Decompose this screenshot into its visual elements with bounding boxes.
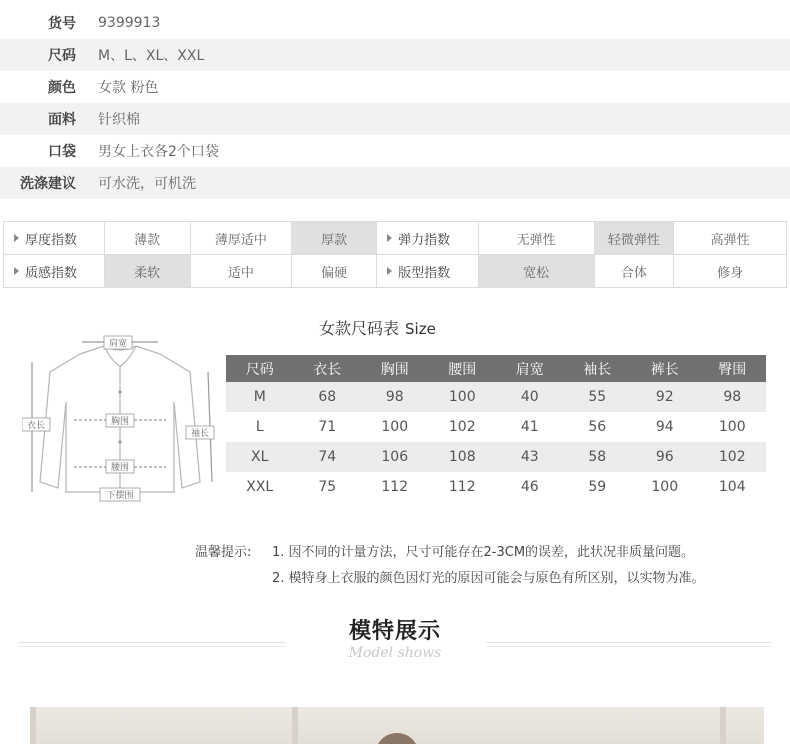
index-cell-text: 质感指数 bbox=[25, 265, 78, 281]
index-category bbox=[4, 255, 105, 288]
index-cell-text: 厚度指数 bbox=[25, 232, 78, 248]
index-cell-text: 版型指数 bbox=[398, 265, 451, 281]
index-option-selected bbox=[595, 222, 675, 255]
label-shoulder: 肩宽 bbox=[108, 339, 128, 349]
index-category bbox=[377, 222, 479, 255]
index-option-selected bbox=[292, 222, 377, 255]
model-photo bbox=[30, 707, 764, 744]
size-chart-cell: 100 bbox=[718, 419, 746, 435]
triangle-bullet-icon bbox=[387, 267, 392, 275]
size-chart-header-cell: 尺码 bbox=[226, 355, 294, 382]
size-chart-header-cell: 肩宽 bbox=[496, 355, 564, 382]
triangle-bullet-icon bbox=[14, 234, 19, 242]
info-label: 口袋 bbox=[48, 144, 76, 160]
size-chart-cell: XL bbox=[226, 442, 294, 472]
index-cell-text: 柔软 bbox=[134, 265, 161, 281]
triangle-bullet-icon bbox=[387, 234, 392, 242]
index-cell-text: 薄款 bbox=[134, 232, 161, 248]
size-chart-cell: 102 bbox=[448, 419, 476, 435]
size-chart-row bbox=[226, 382, 766, 412]
index-row bbox=[4, 222, 787, 255]
info-row-washing bbox=[0, 167, 790, 199]
index-cell-text: 轻微弹性 bbox=[607, 232, 660, 248]
index-option-selected bbox=[479, 255, 595, 288]
size-chart-header-cell: 胸围 bbox=[361, 355, 429, 382]
photo-post bbox=[292, 707, 298, 744]
size-chart-header-cell: 臀围 bbox=[699, 355, 767, 382]
product-info-table bbox=[0, 7, 790, 199]
model-head bbox=[375, 733, 419, 744]
size-chart-cell: 106 bbox=[361, 442, 429, 472]
index-cell-text: 合体 bbox=[620, 265, 647, 281]
size-chart-cell: XXL bbox=[246, 479, 274, 495]
info-label: 尺码 bbox=[48, 48, 76, 64]
info-row-color bbox=[0, 71, 790, 103]
size-chart-cell: 59 bbox=[588, 479, 607, 495]
index-option bbox=[191, 255, 293, 288]
info-value: 针织棉 bbox=[98, 112, 140, 128]
size-chart-row bbox=[226, 442, 766, 472]
size-chart-header-cell: 袖长 bbox=[564, 355, 632, 382]
size-chart-cell: 100 bbox=[651, 479, 679, 495]
size-chart-cell: 108 bbox=[429, 442, 497, 472]
size-chart-cell: 74 bbox=[294, 442, 362, 472]
size-chart-cell: 102 bbox=[699, 442, 767, 472]
size-chart-cell: 75 bbox=[318, 479, 337, 495]
index-option-selected bbox=[105, 255, 191, 288]
size-chart-cell: 43 bbox=[496, 442, 564, 472]
size-chart-cell: 100 bbox=[429, 382, 497, 412]
size-chart-cell: 104 bbox=[718, 479, 746, 495]
index-row bbox=[4, 255, 787, 288]
label-chest: 胸围 bbox=[110, 417, 130, 427]
size-chart-cell: 94 bbox=[655, 419, 674, 435]
info-row-sku bbox=[0, 7, 790, 39]
triangle-bullet-icon bbox=[14, 267, 19, 275]
index-cell-text: 修身 bbox=[717, 265, 744, 281]
shirt-measurement-diagram bbox=[22, 332, 220, 510]
info-label: 货号 bbox=[48, 16, 76, 32]
size-chart-title bbox=[319, 316, 436, 339]
tips-label: 温馨提示: bbox=[195, 545, 252, 560]
size-chart-table bbox=[226, 355, 766, 502]
size-chart-header-cell: 衣长 bbox=[294, 355, 362, 382]
size-chart-title-cn: 女款尺码表 bbox=[319, 319, 400, 338]
size-chart-header-cell: 腰围 bbox=[429, 355, 497, 382]
tip-item-2: 2. 模特身上衣服的颜色因灯光的原因可能会与原色有所区别，以实物为准。 bbox=[272, 571, 705, 586]
index-option bbox=[479, 222, 595, 255]
size-chart-row bbox=[226, 412, 766, 442]
index-cell-text: 薄厚适中 bbox=[214, 232, 267, 248]
size-chart-cell: 71 bbox=[318, 419, 337, 435]
index-option bbox=[674, 255, 787, 288]
index-option bbox=[595, 255, 675, 288]
size-chart-cell: M bbox=[226, 382, 294, 412]
size-chart-cell: 112 bbox=[381, 479, 409, 495]
size-chart-cell: 40 bbox=[496, 382, 564, 412]
info-value: M、L、XL、XXL bbox=[98, 48, 205, 64]
size-chart-cell: 112 bbox=[448, 479, 476, 495]
info-label: 面料 bbox=[48, 112, 76, 128]
index-cell-text: 宽松 bbox=[523, 265, 550, 281]
size-chart-cell: 55 bbox=[564, 382, 632, 412]
size-chart-cell: 46 bbox=[520, 479, 539, 495]
fabric-index-table bbox=[3, 221, 787, 288]
info-row-fabric bbox=[0, 103, 790, 135]
info-label: 洗涤建议 bbox=[20, 176, 76, 192]
index-cell-text: 高弹性 bbox=[710, 232, 750, 248]
index-category bbox=[4, 222, 105, 255]
size-chart-header-cell: 裤长 bbox=[631, 355, 699, 382]
size-chart-header-row bbox=[226, 355, 766, 382]
size-chart-cell: 96 bbox=[631, 442, 699, 472]
size-chart-cell: 98 bbox=[699, 382, 767, 412]
info-row-size bbox=[0, 39, 790, 71]
size-chart-cell: 58 bbox=[564, 442, 632, 472]
photo-post bbox=[720, 707, 726, 744]
size-chart-title-en: Size bbox=[405, 320, 436, 338]
info-value: 女款 粉色 bbox=[98, 80, 159, 96]
size-chart-cell: 41 bbox=[520, 419, 539, 435]
size-chart-cell: 68 bbox=[294, 382, 362, 412]
info-row-pocket bbox=[0, 135, 790, 167]
index-cell-text: 适中 bbox=[227, 265, 254, 281]
tip-item-1: 1. 因不同的计量方法，尺寸可能存在2-3CM的误差，此状况非质量问题。 bbox=[272, 545, 695, 560]
model-section-subtitle: Model shows bbox=[348, 645, 442, 661]
info-label: 颜色 bbox=[48, 80, 76, 96]
index-option bbox=[191, 222, 293, 255]
label-length: 衣长 bbox=[26, 421, 46, 431]
index-option bbox=[105, 222, 191, 255]
size-chart-cell: 92 bbox=[631, 382, 699, 412]
size-chart-cell: L bbox=[255, 419, 264, 435]
label-hem: 下摆围 bbox=[106, 491, 134, 501]
index-option bbox=[292, 255, 377, 288]
index-option bbox=[674, 222, 787, 255]
model-section-title: 模特展示 bbox=[348, 619, 441, 644]
index-cell-text: 偏硬 bbox=[321, 265, 348, 281]
index-cell-text: 厚款 bbox=[321, 232, 348, 248]
size-chart-cell: 100 bbox=[381, 419, 409, 435]
label-sleeve: 袖长 bbox=[190, 429, 210, 439]
info-value: 9399913 bbox=[98, 15, 161, 31]
index-cell-text: 无弹性 bbox=[516, 232, 556, 248]
index-category bbox=[377, 255, 479, 288]
info-value: 可水洗，可机洗 bbox=[98, 176, 196, 192]
index-cell-text: 弹力指数 bbox=[398, 232, 451, 248]
size-chart-cell: 56 bbox=[588, 419, 607, 435]
size-chart-row bbox=[226, 472, 766, 502]
size-chart-cell: 98 bbox=[361, 382, 429, 412]
label-waist: 腰围 bbox=[110, 463, 130, 473]
info-value: 男女上衣各2个口袋 bbox=[98, 144, 219, 160]
photo-frame-left bbox=[30, 707, 36, 744]
